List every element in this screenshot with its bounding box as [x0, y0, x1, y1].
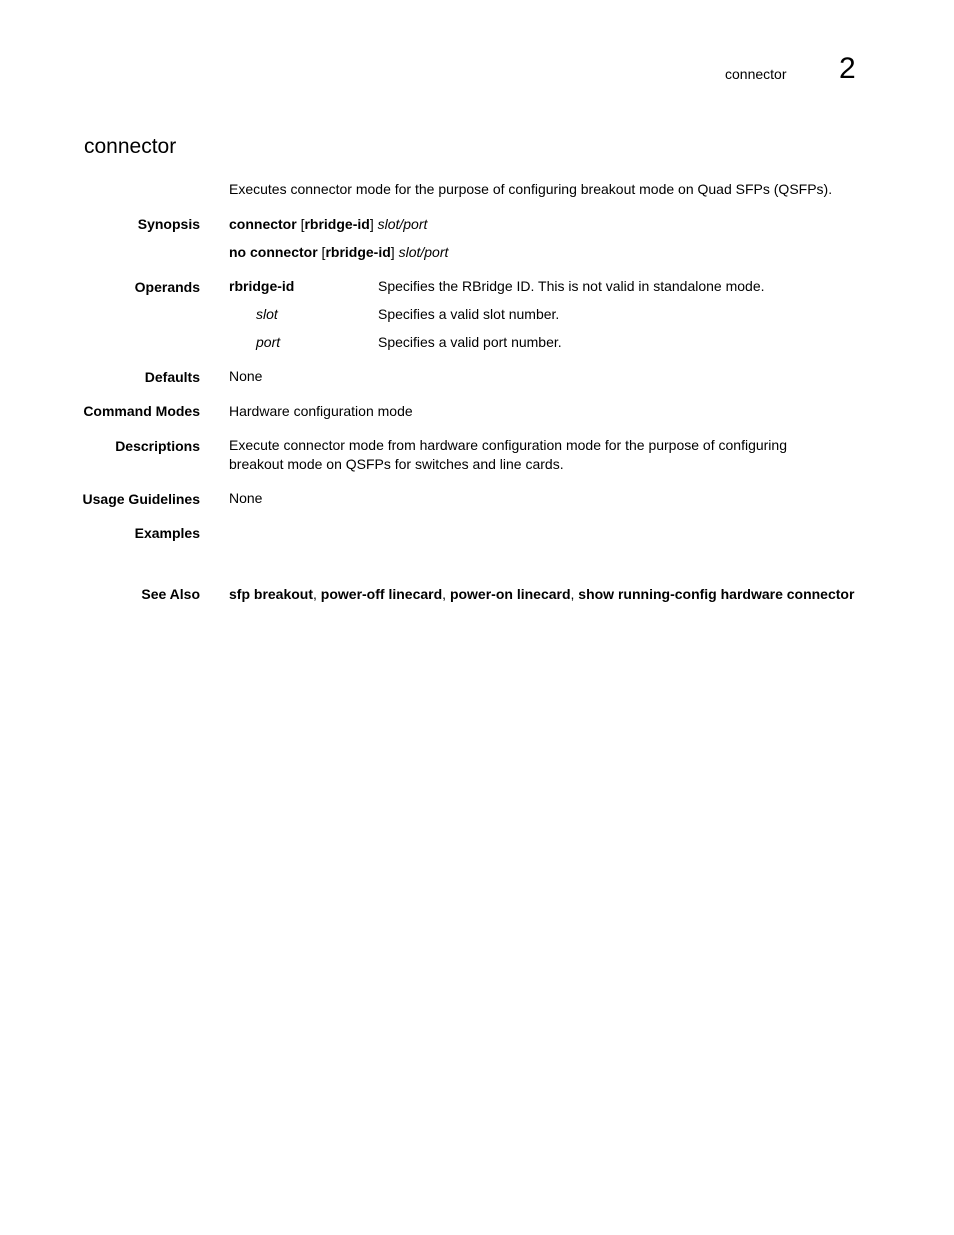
page-title: connector	[84, 135, 177, 158]
synopsis-label: Synopsis	[137, 216, 200, 232]
command-modes-label: Command Modes	[83, 403, 200, 419]
synopsis-bracket-open: [	[317, 244, 326, 260]
synopsis-line-1	[229, 216, 427, 232]
see-also-link-sfp-breakout[interactable]: sfp breakout	[229, 586, 314, 602]
descriptions-value: Execute connector mode from hardware configuration mode for the purpose of configuring breakout mode on QSFPs for switches and line cards.	[229, 437, 787, 472]
synopsis-bracket-close: ]	[369, 216, 378, 232]
see-also-links	[229, 586, 854, 602]
synopsis-argument: slot/port	[398, 244, 449, 260]
see-also-link-show-running-config-hardware-connector[interactable]: show running-config hardware connector	[578, 586, 855, 602]
operands-label: Operands	[134, 279, 200, 295]
synopsis-command: connector	[229, 216, 297, 232]
usage-guidelines-value: None	[229, 490, 263, 506]
synopsis-option: rbridge-id	[325, 244, 391, 260]
command-modes-value: Hardware configuration mode	[229, 403, 413, 419]
see-also-link-power-off-linecard[interactable]: power-off linecard	[320, 586, 443, 602]
operand-name: slot	[256, 306, 278, 322]
examples-label: Examples	[134, 525, 200, 541]
synopsis-bracket-open: [	[296, 216, 305, 232]
synopsis-argument: slot/port	[377, 216, 428, 232]
header-section-name: connector	[725, 66, 787, 82]
defaults-label: Defaults	[144, 369, 200, 385]
see-also-separator: ,	[442, 586, 450, 602]
usage-guidelines-label: Usage Guidelines	[82, 491, 200, 507]
synopsis-option: rbridge-id	[304, 216, 370, 232]
see-also-separator: ,	[313, 586, 321, 602]
see-also-label: See Also	[141, 586, 200, 602]
intro-text: Executes connector mode for the purpose of configuring breakout mode on Quad SFPs (QSFPs).	[229, 181, 833, 197]
synopsis-bracket-close: ]	[390, 244, 399, 260]
operand-name: rbridge-id	[229, 278, 295, 294]
see-also-separator: ,	[570, 586, 579, 602]
operand-description: Specifies a valid port number.	[378, 334, 562, 350]
see-also-link-power-on-linecard[interactable]: power-on linecard	[449, 586, 571, 602]
header-chapter-number: 2	[839, 52, 856, 85]
synopsis-line-2	[229, 244, 448, 260]
descriptions-label: Descriptions	[115, 438, 200, 454]
operand-name: port	[256, 334, 281, 350]
operand-description: Specifies a valid slot number.	[378, 306, 560, 322]
synopsis-command: no connector	[229, 244, 318, 260]
defaults-value: None	[229, 368, 263, 384]
operand-description: Specifies the RBridge ID. This is not valid in standalone mode.	[378, 278, 765, 294]
